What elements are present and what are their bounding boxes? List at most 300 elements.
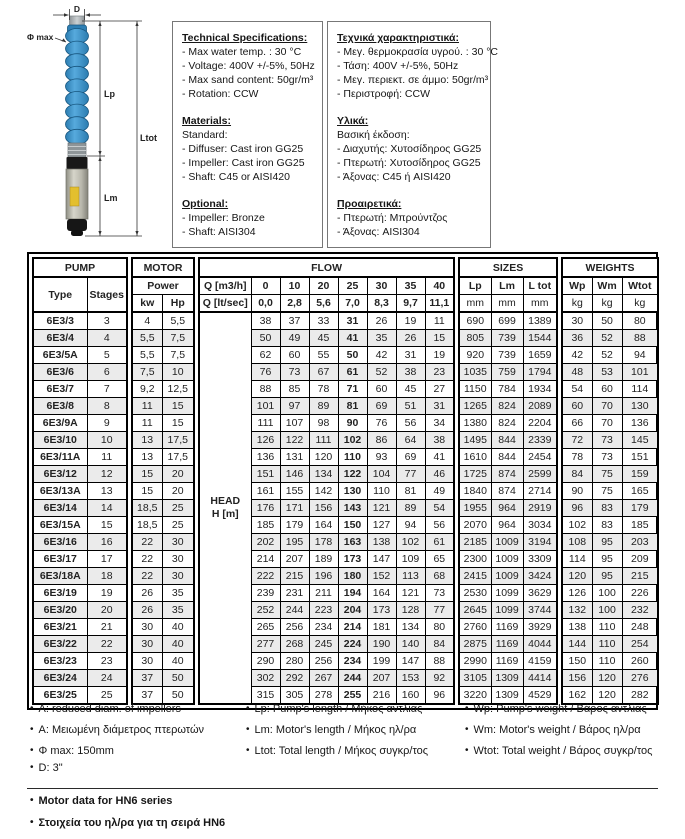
spec-line: - Μεγ. θερμοκρασία υγρού. : 30 °C <box>337 46 498 58</box>
flow-col-subheader: 9,7 <box>396 295 425 313</box>
head-value-cell: 121 <box>367 500 396 517</box>
weight-value-cell: 42 <box>562 347 592 364</box>
head-value-cell: 214 <box>338 619 367 636</box>
head-value-cell: 80 <box>425 619 454 636</box>
spec-line: - Πτερωτή: Χυτοσίδηρος GG25 <box>337 157 481 169</box>
table-row <box>33 500 658 517</box>
pump-type-cell: 6E3/8 <box>33 398 87 415</box>
size-value-cell: 1009 <box>491 551 523 568</box>
head-value-cell: 255 <box>338 687 367 705</box>
head-value-cell: 151 <box>251 466 280 483</box>
dim-d-label: D <box>73 4 81 14</box>
head-value-cell: 126 <box>251 432 280 449</box>
flow-col-header: 30 <box>367 277 396 295</box>
head-value-cell: 52 <box>367 364 396 381</box>
footnote-line <box>246 724 428 745</box>
weight-value-cell: 120 <box>562 568 592 585</box>
weight-value-cell: 80 <box>622 312 658 330</box>
head-value-cell: 146 <box>280 466 309 483</box>
head-value-cell: 163 <box>338 534 367 551</box>
kw-cell: 11 <box>132 415 162 432</box>
spec-section-heading: Materials: <box>182 115 232 127</box>
size-value-cell: 4529 <box>523 687 557 705</box>
bullet-icon: • <box>30 817 34 828</box>
head-value-cell: 239 <box>251 585 280 602</box>
head-value-cell: 54 <box>425 500 454 517</box>
weight-value-cell: 102 <box>562 517 592 534</box>
stages-cell: 25 <box>87 687 127 705</box>
weight-value-cell: 209 <box>622 551 658 568</box>
footnote-line <box>246 703 428 724</box>
stages-cell: 10 <box>87 432 127 449</box>
weight-value-cell: 83 <box>592 500 622 517</box>
head-value-cell: 290 <box>251 653 280 670</box>
size-value-cell: 3929 <box>523 619 557 636</box>
size-value-cell: 1169 <box>491 636 523 653</box>
head-value-cell: 19 <box>425 347 454 364</box>
stages-cell: 23 <box>87 653 127 670</box>
head-value-cell: 222 <box>251 568 280 585</box>
hp-cell: 20 <box>162 483 194 500</box>
stages-cell: 15 <box>87 517 127 534</box>
weight-value-cell: 52 <box>592 347 622 364</box>
head-value-cell: 23 <box>425 364 454 381</box>
footnotes-lengths <box>246 703 428 766</box>
hp-cell: 30 <box>162 568 194 585</box>
size-value-cell: 2185 <box>459 534 491 551</box>
spec-section-heading: Technical Specifications: <box>182 32 308 44</box>
head-value-cell: 244 <box>280 602 309 619</box>
table-row <box>33 653 658 670</box>
size-value-cell: 964 <box>491 517 523 534</box>
bullet-icon: • <box>246 703 250 714</box>
size-value-cell: 1009 <box>491 534 523 551</box>
stages-cell: 14 <box>87 500 127 517</box>
footnote-line <box>465 724 652 745</box>
q-ltsec-header: Q [lt/sec] <box>199 295 251 313</box>
head-value-cell: 81 <box>338 398 367 415</box>
bullet-icon: • <box>30 762 34 773</box>
size-value-cell: 2204 <box>523 415 557 432</box>
kw-cell: 15 <box>132 466 162 483</box>
head-value-cell: 256 <box>309 653 338 670</box>
footnote-line <box>30 817 225 839</box>
head-value-cell: 131 <box>280 449 309 466</box>
spec-line: - Diffuser: Cast iron GG25 <box>182 143 304 155</box>
footnote-text: Motor data for HN6 series <box>38 795 173 807</box>
head-value-cell: 78 <box>309 381 338 398</box>
footnote-text: Ltot: Total length / Μήκος συγκρ/τος <box>254 745 429 757</box>
stages-column-header: Stages <box>87 277 127 312</box>
weight-value-cell: 90 <box>562 483 592 500</box>
head-value-cell: 252 <box>251 602 280 619</box>
size-value-cell: 3105 <box>459 670 491 687</box>
table-row <box>33 636 658 653</box>
size-value-cell: 1035 <box>459 364 491 381</box>
head-value-cell: 94 <box>396 517 425 534</box>
spec-section-heading: Τεχνικά χαρακτηριστικά: <box>337 32 459 44</box>
weight-value-cell: 138 <box>562 619 592 636</box>
head-units-cell <box>199 312 251 704</box>
size-value-cell: 1265 <box>459 398 491 415</box>
size-value-cell: 699 <box>491 312 523 330</box>
section-gap <box>194 432 199 449</box>
weight-unit: kg <box>592 295 622 313</box>
stages-cell: 12 <box>87 466 127 483</box>
hp-cell: 7,5 <box>162 330 194 347</box>
kw-cell: 30 <box>132 636 162 653</box>
head-value-cell: 143 <box>338 500 367 517</box>
weight-value-cell: 156 <box>562 670 592 687</box>
head-value-cell: 215 <box>280 568 309 585</box>
ltot-column-header: L tot <box>523 277 557 295</box>
head-value-cell: 113 <box>396 568 425 585</box>
hp-cell: 12,5 <box>162 381 194 398</box>
stages-cell: 5 <box>87 347 127 364</box>
spec-line: - Impeller: Bronze <box>182 212 265 224</box>
section-gap <box>194 449 199 466</box>
spec-gap <box>337 101 484 114</box>
hp-cell: 40 <box>162 653 194 670</box>
weight-value-cell: 108 <box>562 534 592 551</box>
pump-type-cell: 6E3/23 <box>33 653 87 670</box>
head-value-cell: 69 <box>396 449 425 466</box>
head-value-cell: 38 <box>251 312 280 330</box>
footnotes-motor-data <box>30 795 225 839</box>
lm-column-header: Lm <box>491 277 523 295</box>
head-value-cell: 31 <box>425 398 454 415</box>
footnote-d <box>30 762 63 783</box>
weight-value-cell: 66 <box>562 415 592 432</box>
size-value-cell: 2339 <box>523 432 557 449</box>
weight-value-cell: 162 <box>562 687 592 705</box>
size-value-cell: 759 <box>491 364 523 381</box>
size-value-cell: 739 <box>491 347 523 364</box>
weight-value-cell: 96 <box>562 500 592 517</box>
footnotes-weights <box>465 703 652 766</box>
footnote-line <box>246 745 428 766</box>
table-row <box>33 398 658 415</box>
size-value-cell: 2070 <box>459 517 491 534</box>
weight-value-cell: 254 <box>622 636 658 653</box>
head-value-cell: 127 <box>367 517 396 534</box>
head-value-cell: 71 <box>338 381 367 398</box>
head-value-cell: 244 <box>338 670 367 687</box>
table-row <box>33 449 658 466</box>
pump-type-cell: 6E3/4 <box>33 330 87 347</box>
size-value-cell: 1934 <box>523 381 557 398</box>
motor-group-header: MOTOR <box>132 258 194 277</box>
weight-value-cell: 94 <box>622 347 658 364</box>
flow-group-header: FLOW <box>199 258 454 277</box>
size-value-cell: 1725 <box>459 466 491 483</box>
size-value-cell: 1955 <box>459 500 491 517</box>
flow-col-header: 25 <box>338 277 367 295</box>
weight-value-cell: 260 <box>622 653 658 670</box>
head-value-cell: 111 <box>251 415 280 432</box>
spec-line: - Διαχυτής: Χυτοσίδηρος GG25 <box>337 143 482 155</box>
size-value-cell: 1495 <box>459 432 491 449</box>
footnote-text: A: Μειωμένη διάμετρος πτερωτών <box>38 724 205 736</box>
size-value-cell: 3220 <box>459 687 491 705</box>
head-value-cell: 89 <box>309 398 338 415</box>
weight-value-cell: 73 <box>592 432 622 449</box>
head-value-cell: 234 <box>309 619 338 636</box>
head-value-cell: 15 <box>425 330 454 347</box>
table-row <box>33 381 658 398</box>
head-value-cell: 268 <box>280 636 309 653</box>
kw-cell: 13 <box>132 432 162 449</box>
table-row <box>33 687 658 705</box>
kw-cell: 26 <box>132 602 162 619</box>
weight-value-cell: 144 <box>562 636 592 653</box>
size-value-cell: 2990 <box>459 653 491 670</box>
head-value-cell: 56 <box>425 517 454 534</box>
pump-diagram <box>25 4 195 250</box>
head-value-cell: 49 <box>425 483 454 500</box>
table-row <box>33 619 658 636</box>
head-value-cell: 223 <box>309 602 338 619</box>
head-value-cell: 38 <box>396 364 425 381</box>
weight-value-cell: 282 <box>622 687 658 705</box>
weight-value-cell: 114 <box>622 381 658 398</box>
pump-type-cell: 6E3/12 <box>33 466 87 483</box>
head-value-cell: 256 <box>280 619 309 636</box>
kw-cell: 22 <box>132 534 162 551</box>
size-value-cell: 2645 <box>459 602 491 619</box>
head-value-cell: 61 <box>338 364 367 381</box>
pump-data-table <box>32 257 659 705</box>
spec-line: - Max sand content: 50gr/m³ <box>182 74 314 86</box>
head-value-cell: 93 <box>367 449 396 466</box>
size-value-cell: 4414 <box>523 670 557 687</box>
footnote-text: Στοιχεία του ηλ/ρα για τη σειρά HN6 <box>38 817 226 829</box>
pump-type-cell: 6E3/9A <box>33 415 87 432</box>
head-value-cell: 107 <box>280 415 309 432</box>
kw-cell: 15 <box>132 483 162 500</box>
spec-section-heading: Προαιρετικά: <box>337 198 402 210</box>
size-value-cell: 874 <box>491 483 523 500</box>
hp-cell: 50 <box>162 687 194 705</box>
hp-cell: 7,5 <box>162 347 194 364</box>
size-value-cell: 2919 <box>523 500 557 517</box>
weight-value-cell: 100 <box>592 585 622 602</box>
weight-value-cell: 70 <box>592 398 622 415</box>
stages-cell: 9 <box>87 415 127 432</box>
weight-value-cell: 110 <box>592 653 622 670</box>
footnote-text: Wtot: Total weight / Βάρος συγκρ/τος <box>473 745 653 757</box>
kw-cell: 9,2 <box>132 381 162 398</box>
size-value-cell: 1309 <box>491 670 523 687</box>
weight-value-cell: 73 <box>592 449 622 466</box>
kw-column-header: kw <box>132 295 162 313</box>
weight-value-cell: 52 <box>592 330 622 347</box>
size-value-cell: 964 <box>491 500 523 517</box>
spec-box-greek <box>327 21 498 248</box>
head-value-cell: 121 <box>396 585 425 602</box>
size-value-cell: 1169 <box>491 653 523 670</box>
spec-box-english <box>172 21 323 248</box>
weight-value-cell: 95 <box>592 568 622 585</box>
table-row <box>33 364 658 381</box>
head-value-cell: 88 <box>251 381 280 398</box>
weight-value-cell: 53 <box>592 364 622 381</box>
weight-value-cell: 276 <box>622 670 658 687</box>
head-value-cell: 19 <box>396 312 425 330</box>
weight-value-cell: 185 <box>622 517 658 534</box>
head-value-cell: 89 <box>396 500 425 517</box>
head-value-cell: 196 <box>309 568 338 585</box>
sizes-group-header: SIZES <box>459 258 557 277</box>
weight-value-cell: 88 <box>622 330 658 347</box>
spec-line: - Shaft: AISI304 <box>182 226 256 238</box>
pump-type-cell: 6E3/13A <box>33 483 87 500</box>
kw-cell: 26 <box>132 585 162 602</box>
hp-cell: 10 <box>162 364 194 381</box>
table-row <box>33 534 658 551</box>
head-value-cell: 160 <box>396 687 425 705</box>
wtot-column-header: Wtot <box>622 277 658 295</box>
head-value-cell: 68 <box>425 568 454 585</box>
head-value-cell: 81 <box>396 483 425 500</box>
table-row <box>33 517 658 534</box>
table-row <box>33 466 658 483</box>
stages-cell: 4 <box>87 330 127 347</box>
section-gap <box>194 500 199 517</box>
bullet-icon: • <box>465 703 469 714</box>
head-value-cell: 50 <box>251 330 280 347</box>
footnote-text: Φ max: 150mm <box>38 745 114 757</box>
head-value-cell: 224 <box>338 636 367 653</box>
size-value-cell: 844 <box>491 432 523 449</box>
head-value-cell: 102 <box>396 534 425 551</box>
head-value-cell: 161 <box>251 483 280 500</box>
pump-type-cell: 6E3/22 <box>33 636 87 653</box>
weight-value-cell: 75 <box>592 483 622 500</box>
head-value-cell: 65 <box>425 551 454 568</box>
head-value-cell: 33 <box>309 312 338 330</box>
pump-type-cell: 6E3/10 <box>33 432 87 449</box>
section-gap <box>194 602 199 619</box>
size-value-cell: 824 <box>491 398 523 415</box>
head-value-cell: 216 <box>367 687 396 705</box>
head-value-cell: 69 <box>367 398 396 415</box>
section-gap <box>194 398 199 415</box>
size-value-cell: 2415 <box>459 568 491 585</box>
section-gap <box>194 347 199 364</box>
table-row <box>33 670 658 687</box>
table-row <box>33 483 658 500</box>
size-value-cell: 2530 <box>459 585 491 602</box>
head-value-cell: 31 <box>396 347 425 364</box>
head-value-cell: 45 <box>309 330 338 347</box>
size-value-cell: 3194 <box>523 534 557 551</box>
weight-value-cell: 151 <box>622 449 658 466</box>
spec-section-heading: Υλικά: <box>337 115 369 127</box>
head-value-cell: 134 <box>396 619 425 636</box>
stages-cell: 3 <box>87 312 127 330</box>
head-value-cell: 207 <box>280 551 309 568</box>
kw-cell: 18,5 <box>132 517 162 534</box>
size-value-cell: 4044 <box>523 636 557 653</box>
pump-illustration <box>66 16 89 236</box>
size-value-cell: 2300 <box>459 551 491 568</box>
weights-group-header: WEIGHTS <box>562 258 658 277</box>
kw-cell: 11 <box>132 398 162 415</box>
head-value-cell: 77 <box>425 602 454 619</box>
head-value-cell: 277 <box>251 636 280 653</box>
bullet-icon: • <box>246 724 250 735</box>
spec-line: - Impeller: Cast iron GG25 <box>182 157 305 169</box>
weight-value-cell: 78 <box>562 449 592 466</box>
head-value-cell: 171 <box>280 500 309 517</box>
head-value-cell: 190 <box>367 636 396 653</box>
section-gap <box>194 517 199 534</box>
size-value-cell: 2089 <box>523 398 557 415</box>
head-value-cell: 122 <box>338 466 367 483</box>
section-gap <box>194 364 199 381</box>
head-value-cell: 267 <box>309 670 338 687</box>
head-value-cell: 73 <box>425 585 454 602</box>
head-value-cell: 189 <box>309 551 338 568</box>
head-value-cell: 176 <box>251 500 280 517</box>
weight-value-cell: 132 <box>562 602 592 619</box>
weight-value-cell: 30 <box>562 312 592 330</box>
head-value-cell: 136 <box>251 449 280 466</box>
head-value-cell: 101 <box>251 398 280 415</box>
bullet-icon: • <box>30 795 34 806</box>
section-gap <box>194 415 199 432</box>
head-value-cell: 50 <box>338 347 367 364</box>
head-value-cell: 234 <box>338 653 367 670</box>
head-value-cell: 173 <box>367 602 396 619</box>
spec-line: - Max water temp. : 30 °C <box>182 46 302 58</box>
pump-type-cell: 6E3/14 <box>33 500 87 517</box>
section-gap <box>194 653 199 670</box>
spec-gap <box>337 184 484 197</box>
dim-lm-label: Lm <box>104 193 118 203</box>
kw-cell: 30 <box>132 619 162 636</box>
section-gap <box>194 636 199 653</box>
head-value-cell: 51 <box>396 398 425 415</box>
pump-type-cell: 6E3/18A <box>33 568 87 585</box>
weight-value-cell: 232 <box>622 602 658 619</box>
weight-value-cell: 150 <box>562 653 592 670</box>
weight-value-cell: 72 <box>562 432 592 449</box>
footnotes-dimensions <box>30 703 204 766</box>
table-row <box>33 312 658 330</box>
table-row <box>33 602 658 619</box>
head-value-cell: 76 <box>367 415 396 432</box>
hp-column-header: Hp <box>162 295 194 313</box>
head-value-cell: 92 <box>425 670 454 687</box>
weight-unit: kg <box>622 295 658 313</box>
weight-value-cell: 95 <box>592 534 622 551</box>
head-value-cell: 110 <box>338 449 367 466</box>
hp-cell: 35 <box>162 585 194 602</box>
pump-type-cell: 6E3/20 <box>33 602 87 619</box>
weight-value-cell: 75 <box>592 466 622 483</box>
size-value-cell: 690 <box>459 312 491 330</box>
size-value-cell: 4159 <box>523 653 557 670</box>
head-value-cell: 67 <box>309 364 338 381</box>
weight-value-cell: 110 <box>592 636 622 653</box>
size-value-cell: 3034 <box>523 517 557 534</box>
head-value-cell: 173 <box>338 551 367 568</box>
pump-type-cell: 6E3/19 <box>33 585 87 602</box>
bullet-icon: • <box>30 724 34 735</box>
spec-line: - Άξονας: AISI304 <box>337 226 420 238</box>
